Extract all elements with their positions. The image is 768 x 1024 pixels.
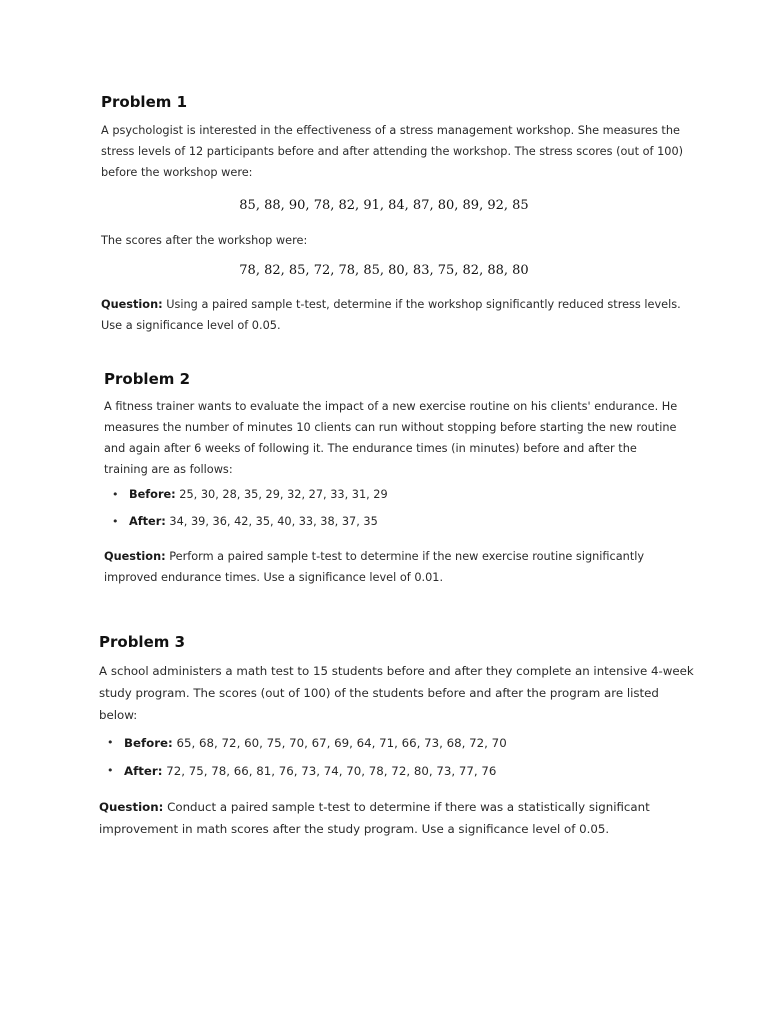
bullet-icon: • bbox=[107, 764, 114, 777]
list-item bbox=[107, 735, 704, 751]
problem-2-intro: A fitness trainer wants to evaluate the impact of a new exercise routine on his clients' endurance. He measures the number of minutes 10 clients can run without stopping before starting the new routine and again after 6 weeks of following it. The endurance times (in minutes) before and after the training are as follows: bbox=[104, 400, 678, 476]
problem-3-question bbox=[99, 796, 699, 840]
bullet-icon: • bbox=[112, 515, 119, 528]
problem-1-heading: Problem 1 bbox=[101, 93, 188, 111]
problem-2-heading: Problem 2 bbox=[104, 370, 191, 388]
problem-1-question-text: Using a paired sample t-test, determine if the workshop significantly reduced stress levels. Use a significance level of 0.05. bbox=[101, 298, 681, 332]
problem-3-data-list bbox=[107, 735, 704, 791]
problem-2-question-text: Perform a paired sample t-test to determine if the new exercise routine significantly improved endurance times. Use a significance level of 0.01. bbox=[104, 550, 645, 584]
problem-1-before-scores: 85, 88, 90, 78, 82, 91, 84, 87, 80, 89, 92, 85 bbox=[239, 198, 529, 213]
problem-3-question-label: Question: bbox=[99, 800, 164, 814]
list-item-label: After: bbox=[124, 764, 163, 778]
list-item bbox=[112, 487, 689, 503]
problem-2-data-list bbox=[112, 487, 689, 541]
list-item-label: Before: bbox=[124, 736, 173, 750]
problem-2-question-label: Question: bbox=[104, 550, 166, 563]
list-item bbox=[107, 763, 704, 779]
list-item-values: 25, 30, 28, 35, 29, 32, 27, 33, 31, 29 bbox=[179, 488, 388, 501]
problem-1-after-intro: The scores after the workshop were: bbox=[101, 234, 308, 247]
list-item-label: Before: bbox=[129, 488, 176, 501]
bullet-icon: • bbox=[107, 736, 114, 749]
problem-3-intro: A school administers a math test to 15 students before and after they complete an intensive 4-week study program. The scores (out of 100) of the students before and after the program are listed below: bbox=[99, 664, 694, 722]
problem-3-heading: Problem 3 bbox=[99, 633, 186, 651]
problem-1-intro: A psychologist is interested in the effectiveness of a stress management workshop. She measures the stress levels of 12 participants before and after attending the workshop. The stress scores (out of 100) before the workshop were: bbox=[101, 124, 684, 179]
problem-1-after-scores: 78, 82, 85, 72, 78, 85, 80, 83, 75, 82, 88, 80 bbox=[239, 263, 529, 278]
problem-2-question bbox=[104, 546, 694, 588]
list-item bbox=[112, 514, 689, 530]
problem-3-question-text: Conduct a paired sample t-test to determine if there was a statistically significant improvement in math scores after the study program. Use a significance level of 0.05. bbox=[99, 800, 650, 836]
list-item-values: 72, 75, 78, 66, 81, 76, 73, 74, 70, 78, 72, 80, 73, 77, 76 bbox=[166, 764, 497, 778]
list-item-label: After: bbox=[129, 515, 166, 528]
list-item-values: 34, 39, 36, 42, 35, 40, 33, 38, 37, 35 bbox=[169, 515, 378, 528]
problem-1-question-label: Question: bbox=[101, 298, 163, 311]
list-item-values: 65, 68, 72, 60, 75, 70, 67, 69, 64, 71, 66, 73, 68, 72, 70 bbox=[176, 736, 507, 750]
problem-1-question bbox=[101, 294, 691, 336]
bullet-icon: • bbox=[112, 488, 119, 501]
